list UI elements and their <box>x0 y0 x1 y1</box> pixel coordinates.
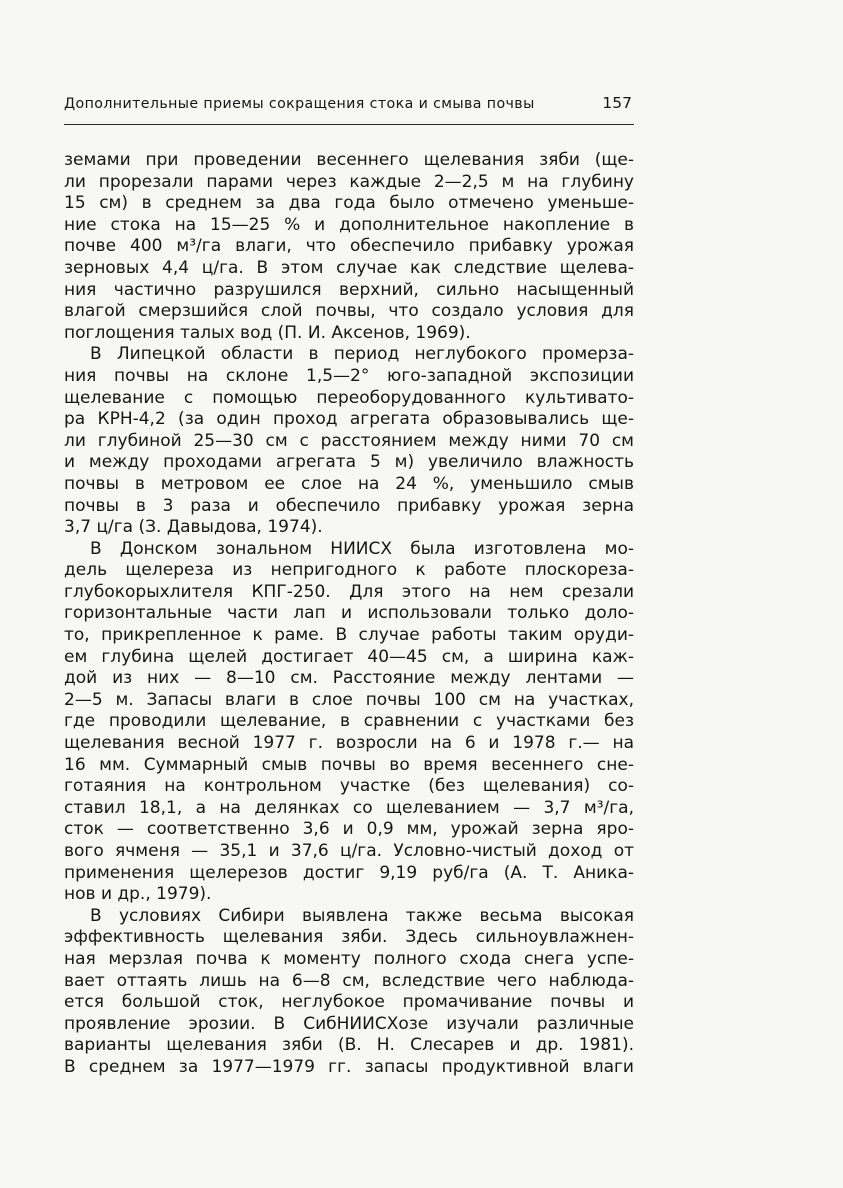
text-line: влагой смерзшийся слой почвы, что создало условия для <box>64 301 634 322</box>
text-line: нов и др., 1979). <box>64 884 212 905</box>
header-rule <box>64 124 634 125</box>
text-line: сток — соответственно 3,6 и 0,9 мм, урожай зерна яро- <box>64 819 634 840</box>
text-line: варианты щелевания зяби (В. Н. Слесарев и др. 1981). <box>64 1035 634 1056</box>
text-line: почвы в метровом ее слое на 24 %, уменьшило смыв <box>64 473 634 494</box>
text-line: ния почвы на склоне 1,5—2° юго-западной экспозиции <box>64 365 634 386</box>
text-line: эффективность щелевания зяби. Здесь сильноувлажнен- <box>64 927 634 948</box>
text-line: ли глубиной 25—30 см с расстоянием между ними 70 см <box>64 430 634 451</box>
text-line: проявление эрозии. В СибНИИСХозе изучали различные <box>64 1013 634 1034</box>
text-line: готаяния на контрольном участке (без щелевания) со- <box>64 776 634 797</box>
text-line: применения щелерезов достиг 9,19 руб/га (А. Т. Аника- <box>64 862 634 883</box>
text-line: почве 400 м³/га влаги, что обеспечило прибавку урожая <box>64 236 634 257</box>
text-line: ли прорезали парами через каждые 2—2,5 м на глубину <box>64 171 634 192</box>
text-line: щелевание с помощью переоборудованного культивато- <box>64 387 634 408</box>
text-line: и между проходами агрегата 5 м) увеличило влажность <box>64 452 634 473</box>
text-line: где проводили щелевание, в сравнении с участками без <box>64 711 634 732</box>
text-line: В среднем за 1977—1979 гг. запасы продуктивной влаги <box>64 1056 634 1077</box>
text-line: 16 мм. Суммарный смыв почвы во время весеннего сне- <box>64 754 634 775</box>
text-line: почвы в 3 раза и обеспечило прибавку урожая зерна <box>64 495 634 516</box>
text-line: вает оттаять лишь на 6—8 см, вследствие чего наблюда- <box>64 970 634 991</box>
text-line: ние стока на 15—25 % и дополнительное накопление в <box>64 214 634 235</box>
text-line: вого ячменя — 35,1 и 37,6 ц/га. Условно-чистый доход от <box>64 841 634 861</box>
text-line: земами при проведении весеннего щелевания зяби (ще- <box>64 150 634 170</box>
text-line: ная мерзлая почва к моменту полного схода снега успе- <box>64 948 634 969</box>
text-line: ра КРН-4,2 (за один проход агрегата образовывались ще- <box>64 409 634 430</box>
text-line: 2—5 м. Запасы влаги в слое почвы 100 см на участках, <box>64 689 634 710</box>
paragraph-first-line: В Донском зональном НИИСХ была изготовлена мо- <box>90 538 634 559</box>
text-line: горизонтальные части лап и использовали только доло- <box>64 603 634 624</box>
paragraph-first-line: В условиях Сибири выявлена также весьма высокая <box>90 905 634 926</box>
text-line: дель щелереза из непригодного к работе плоскореза- <box>64 560 634 581</box>
text-line: зерновых 4,4 ц/га. В этом случае как следствие щелева- <box>64 257 634 278</box>
text-line: дой из них — 8—10 см. Расстояние между лентами — <box>64 668 634 689</box>
text-line: 15 см) в среднем за два года было отмечено уменьше- <box>64 193 634 214</box>
paragraph-first-line: В Липецкой области в период неглубокого промерза- <box>90 344 634 365</box>
text-line: ется большой сток, неглубокое промачивание почвы и <box>64 992 634 1013</box>
text-line: ем глубина щелей достигает 40—45 см, а ширина каж- <box>64 646 634 667</box>
body-text <box>64 150 634 1079</box>
text-line: глубокорыхлителя КПГ-250. Для этого на нем срезали <box>64 581 634 602</box>
running-title: Дополнительные приемы сокращения стока и смыва почвы <box>64 96 535 112</box>
page-number: 157 <box>602 94 632 112</box>
text-line: ния частично разрушился верхний, сильно насыщенный <box>64 279 634 300</box>
text-line: поглощения талых вод (П. И. Аксенов, 1969). <box>64 322 471 343</box>
text-line: ставил 18,1, а на делянках со щелеванием — 3,7 м³/га, <box>64 797 634 818</box>
text-line: то, прикрепленное к раме. В случае работы таким оруди- <box>64 625 634 646</box>
text-line: 3,7 ц/га (З. Давыдова, 1974). <box>64 517 323 538</box>
text-line: щелевания весной 1977 г. возросли на 6 и 1978 г.— на <box>64 733 634 754</box>
page-header <box>64 94 634 120</box>
